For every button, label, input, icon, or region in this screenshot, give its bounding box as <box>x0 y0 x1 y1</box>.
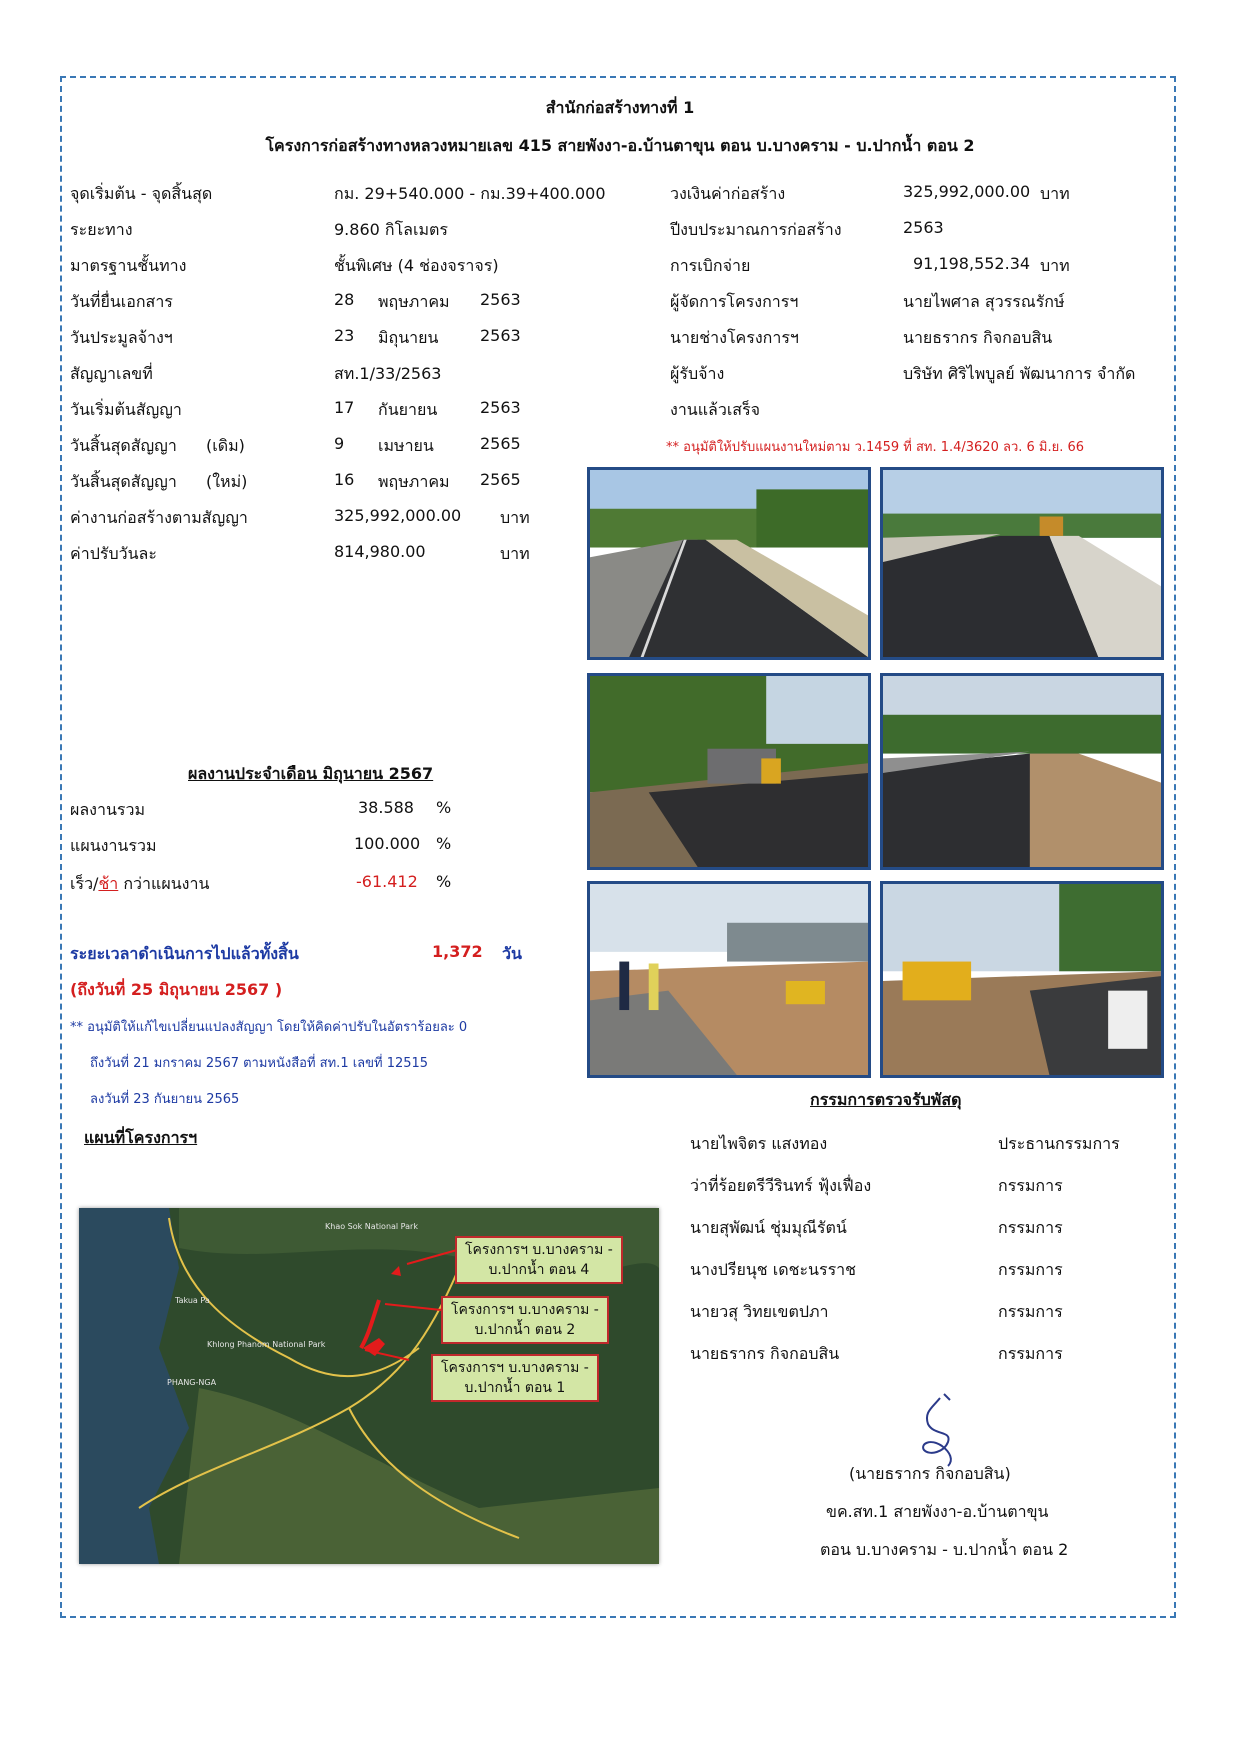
date-day: 16 <box>334 470 355 489</box>
info-value: 9.860 กิโลเมตร <box>334 220 448 239</box>
member-name: นายวสุ วิทยเขตปภา <box>690 1302 829 1321</box>
committee-heading: กรรมการตรวจรับพัสดุ <box>810 1090 962 1109</box>
progress-label: เร็ว/ช้า กว่าแผนงาน <box>70 874 210 893</box>
date-month: กันยายน <box>378 400 438 419</box>
site-photo-5 <box>587 881 871 1078</box>
progress-label: แผนงานรวม <box>70 836 157 855</box>
info-value: กม. 29+540.000 - กม.39+400.000 <box>334 184 606 203</box>
signer-name: (นายธรากร กิจกอบสิน) <box>849 1464 1011 1483</box>
progress-unit: % <box>436 798 452 817</box>
info-value: ชั้นพิเศษ (4 ช่องจราจร) <box>334 256 499 275</box>
date-year: 2565 <box>480 434 521 453</box>
member-role: ประธานกรรมการ <box>998 1134 1120 1153</box>
map-heading: แผนที่โครงการฯ <box>84 1128 198 1147</box>
info-label: ระยะทาง <box>70 220 133 239</box>
date-month: พฤษภาคม <box>378 292 450 311</box>
site-photo-2 <box>880 467 1164 660</box>
date-month: เมษายน <box>378 436 434 455</box>
date-month: พฤษภาคม <box>378 472 450 491</box>
date-day: 28 <box>334 290 355 309</box>
progress-unit: % <box>436 872 452 891</box>
progress-value: 38.588 <box>358 798 414 817</box>
member-role: กรรมการ <box>998 1344 1063 1363</box>
date-year: 2565 <box>480 470 521 489</box>
project-map <box>79 1208 659 1564</box>
map-callout-section-2: โครงการฯ บ.บางคราม - บ.ปากน้ำ ตอน 2 <box>441 1296 609 1344</box>
info-label: ค่างานก่อสร้างตามสัญญา <box>70 508 248 527</box>
info-value: 814,980.00 <box>334 542 426 561</box>
project-title: โครงการก่อสร้างทางหลวงหมายเลข 415 สายพังงา-อ.บ้านตาขุน ตอน บ.บางคราม - บ.ปากน้ำ ตอน 2 <box>265 136 975 155</box>
info-note: (ใหม่) <box>206 472 248 491</box>
date-year: 2563 <box>480 398 521 417</box>
info-label: งานแล้วเสร็จ <box>670 400 761 419</box>
date-year: 2563 <box>480 290 521 309</box>
date-day: 17 <box>334 398 355 417</box>
site-photo-4 <box>880 673 1164 870</box>
progress-value: 100.000 <box>354 834 421 853</box>
info-label: วันประมูลจ้างฯ <box>70 328 173 347</box>
map-place-label: PHANG-NGA <box>167 1378 217 1387</box>
member-name: นายไพจิตร แสงทอง <box>690 1134 828 1153</box>
map-place-label: Khao Sok National Park <box>325 1222 418 1231</box>
progress-value: -61.412 <box>356 872 418 891</box>
duration-unit: วัน <box>502 944 522 963</box>
info-label: ค่าปรับวันละ <box>70 544 157 563</box>
contract-note-line1: ** อนุมัติให้แก้ไขเปลี่ยนแปลงสัญญา โดยให้คิดค่าปรับในอัตราร้อยละ 0 <box>70 1020 468 1035</box>
member-name: นางปรียนุช เดชะนรราช <box>690 1260 857 1279</box>
member-role: กรรมการ <box>998 1176 1063 1195</box>
info-value: 325,992,000.00 <box>334 506 462 525</box>
progress-heading: ผลงานประจำเดือน มิถุนายน 2567 <box>188 764 434 783</box>
info-label: สัญญาเลขที่ <box>70 364 153 383</box>
duration-value: 1,372 <box>432 942 483 961</box>
signer-section: ตอน บ.บางคราม - บ.ปากน้ำ ตอน 2 <box>820 1540 1069 1559</box>
info-value: 2563 <box>903 218 944 237</box>
info-label: ผู้จัดการโครงการฯ <box>670 292 799 311</box>
info-label: วันสิ้นสุดสัญญา <box>70 472 177 491</box>
member-role: กรรมการ <box>998 1218 1063 1237</box>
site-photo-6 <box>880 881 1164 1078</box>
info-unit: บาท <box>500 508 530 527</box>
info-unit: บาท <box>1040 184 1070 203</box>
info-label: วันที่ยื่นเอกสาร <box>70 292 173 311</box>
info-label: มาตรฐานชั้นทาง <box>70 256 187 275</box>
member-name: นายธรากร กิจกอบสิน <box>690 1344 840 1363</box>
duration-label: ระยะเวลาดำเนินการไปแล้วทั้งสิ้น <box>70 944 299 963</box>
date-year: 2563 <box>480 326 521 345</box>
info-label: จุดเริ่มต้น - จุดสิ้นสุด <box>70 184 213 203</box>
info-label: ปีงบประมาณการก่อสร้าง <box>670 220 842 239</box>
progress-unit: % <box>436 834 452 853</box>
info-value: 325,992,000.00 <box>903 182 1031 201</box>
contract-note-line2: ถึงวันที่ 21 มกราคม 2567 ตามหนังสือที่ สท.1 เลขที่ 12515 <box>90 1056 429 1071</box>
site-photo-3 <box>587 673 871 870</box>
info-label: ผู้รับจ้าง <box>670 364 725 383</box>
date-day: 9 <box>334 434 345 453</box>
map-callout-section-4: โครงการฯ บ.บางคราม - บ.ปากน้ำ ตอน 4 <box>455 1236 623 1284</box>
member-role: กรรมการ <box>998 1260 1063 1279</box>
date-month: มิถุนายน <box>378 328 439 347</box>
info-label: นายช่างโครงการฯ <box>670 328 799 347</box>
member-name: ว่าที่ร้อยตรีวีรินทร์ ฟุ้งเฟื่อง <box>690 1176 872 1195</box>
info-value: 91,198,552.34 <box>913 254 1031 273</box>
map-place-label: Takua Pa <box>175 1296 210 1305</box>
info-label: วงเงินค่าก่อสร้าง <box>670 184 786 203</box>
info-note: (เดิม) <box>206 436 245 455</box>
info-label: การเบิกจ่าย <box>670 256 751 275</box>
info-value: นายไพศาล สุวรรณรักษ์ <box>903 292 1065 311</box>
signature-mark <box>910 1390 970 1470</box>
approval-note: ** อนุมัติให้ปรับแผนงานใหม่ตาม ว.1459 ที่ สท. 1.4/3620 ลว. 6 มิ.ย. 66 <box>666 440 1085 455</box>
contract-note-line3: ลงวันที่ 23 กันยายน 2565 <box>90 1092 240 1107</box>
date-day: 23 <box>334 326 355 345</box>
info-unit: บาท <box>500 544 530 563</box>
org-title: สำนักก่อสร้างทางที่ 1 <box>545 98 695 117</box>
info-label: วันเริ่มต้นสัญญา <box>70 400 182 419</box>
info-unit: บาท <box>1040 256 1070 275</box>
info-value: นายธรากร กิจกอบสิน <box>903 328 1053 347</box>
info-value: สท.1/33/2563 <box>334 364 442 383</box>
info-value: บริษัท ศิริไพบูลย์ พัฒนาการ จำกัด <box>903 364 1136 383</box>
member-role: กรรมการ <box>998 1302 1063 1321</box>
signer-position: ขค.สท.1 สายพังงา-อ.บ้านตาขุน <box>826 1502 1049 1521</box>
member-name: นายสุพัฒน์ ชุ่มมุณีรัตน์ <box>690 1218 847 1237</box>
progress-label: ผลงานรวม <box>70 800 146 819</box>
map-place-label: Khlong Phanom National Park <box>207 1340 326 1349</box>
info-label: วันสิ้นสุดสัญญา <box>70 436 177 455</box>
site-photo-1 <box>587 467 871 660</box>
map-callout-section-1: โครงการฯ บ.บางคราม - บ.ปากน้ำ ตอน 1 <box>431 1354 599 1402</box>
duration-as-of: (ถึงวันที่ 25 มิถุนายน 2567 ) <box>70 980 283 999</box>
